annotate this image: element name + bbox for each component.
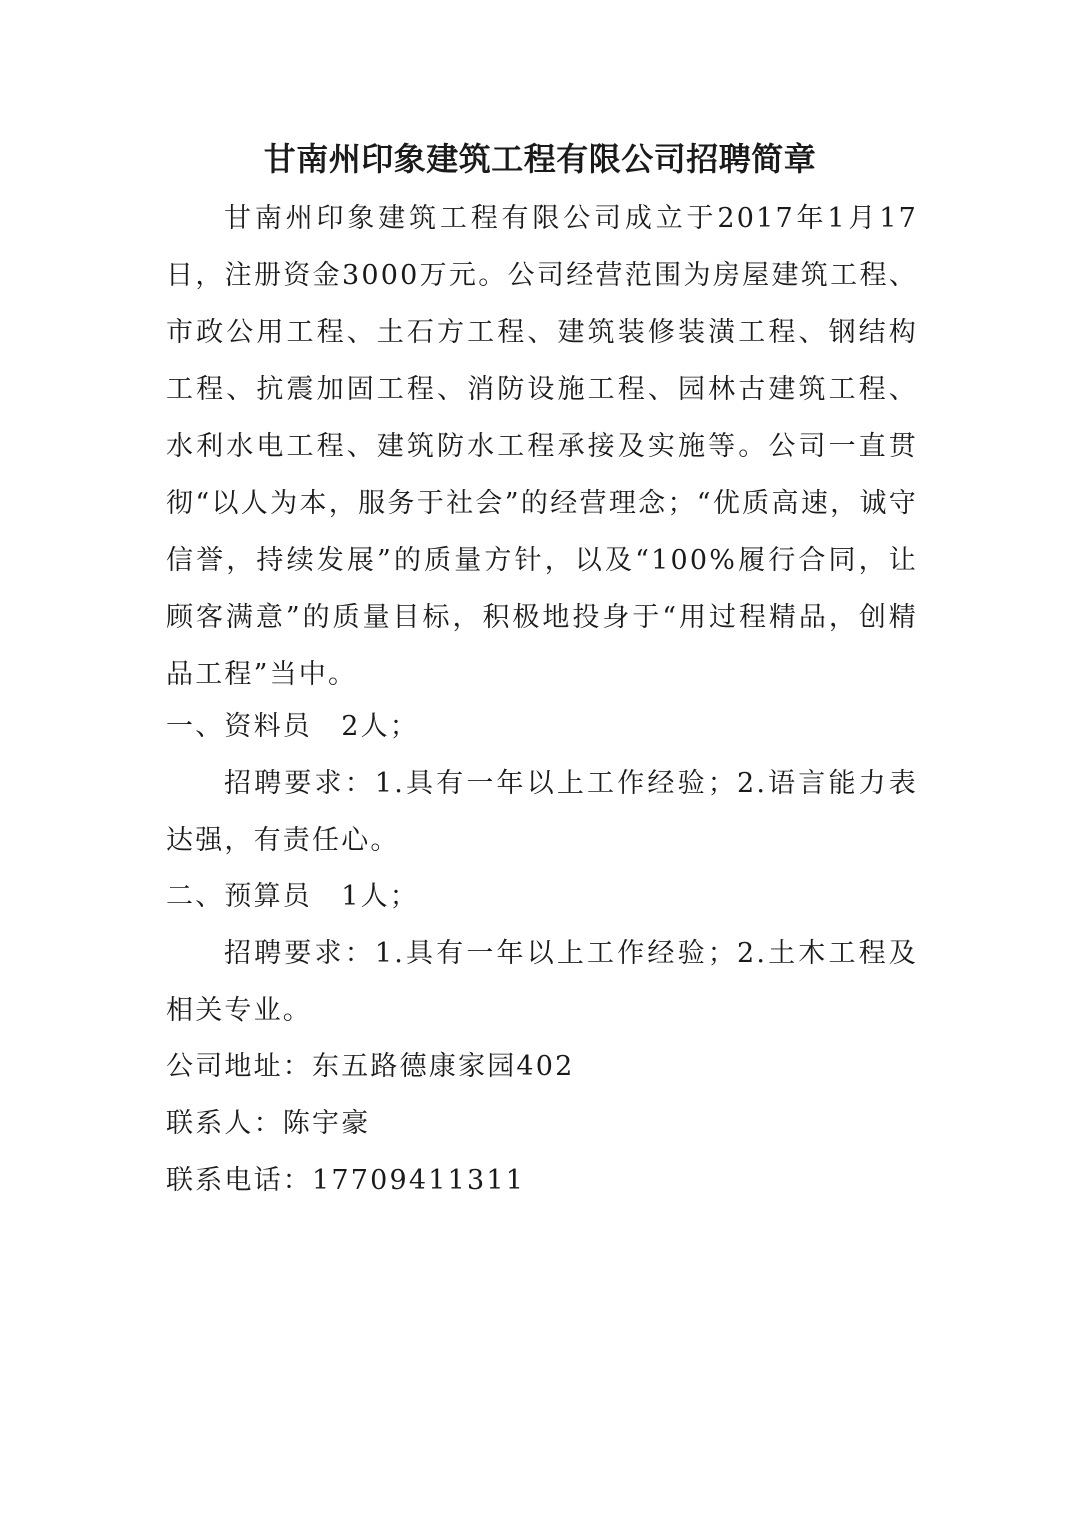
- position-2-requirement: 招聘要求：1.具有一年以上工作经验；2.土木工程及相关专业。: [166, 938, 918, 1026]
- document-title: 甘南州印象建筑工程有限公司招聘简章: [263, 140, 817, 178]
- company-intro-paragraph: 甘南州印象建筑工程有限公司成立于2017年1月17日，注册资金3000万元。公司经营范围为房屋建筑工程、市政公用工程、土石方工程、建筑装修装潢工程、钢结构工程、抗震加固工程、消防设施工程、园林古建筑工程、水利水电工程、建筑防水工程承接及实施等。公司一直贯彻“以人为本，服务于社会”的经营理念；“优质高速，诚守信誉，持续发展”的质量方针，以及“100%履行合同，让顾客满意”的质量目标，积极地投身于“用过程精品，创精品工程”当中。: [166, 203, 918, 690]
- contact-person: 联系人：陈宇豪: [166, 1108, 371, 1139]
- position-2-heading: 二、预算员 1人；: [166, 881, 419, 912]
- position-1-heading: 一、资料员 2人；: [166, 711, 419, 742]
- position-1-requirement: 招聘要求：1.具有一年以上工作经验；2.语言能力表达强，有责任心。: [166, 768, 918, 856]
- contact-phone: 联系电话：17709411311: [166, 1165, 526, 1196]
- company-address: 公司地址：东五路德康家园402: [166, 1051, 575, 1082]
